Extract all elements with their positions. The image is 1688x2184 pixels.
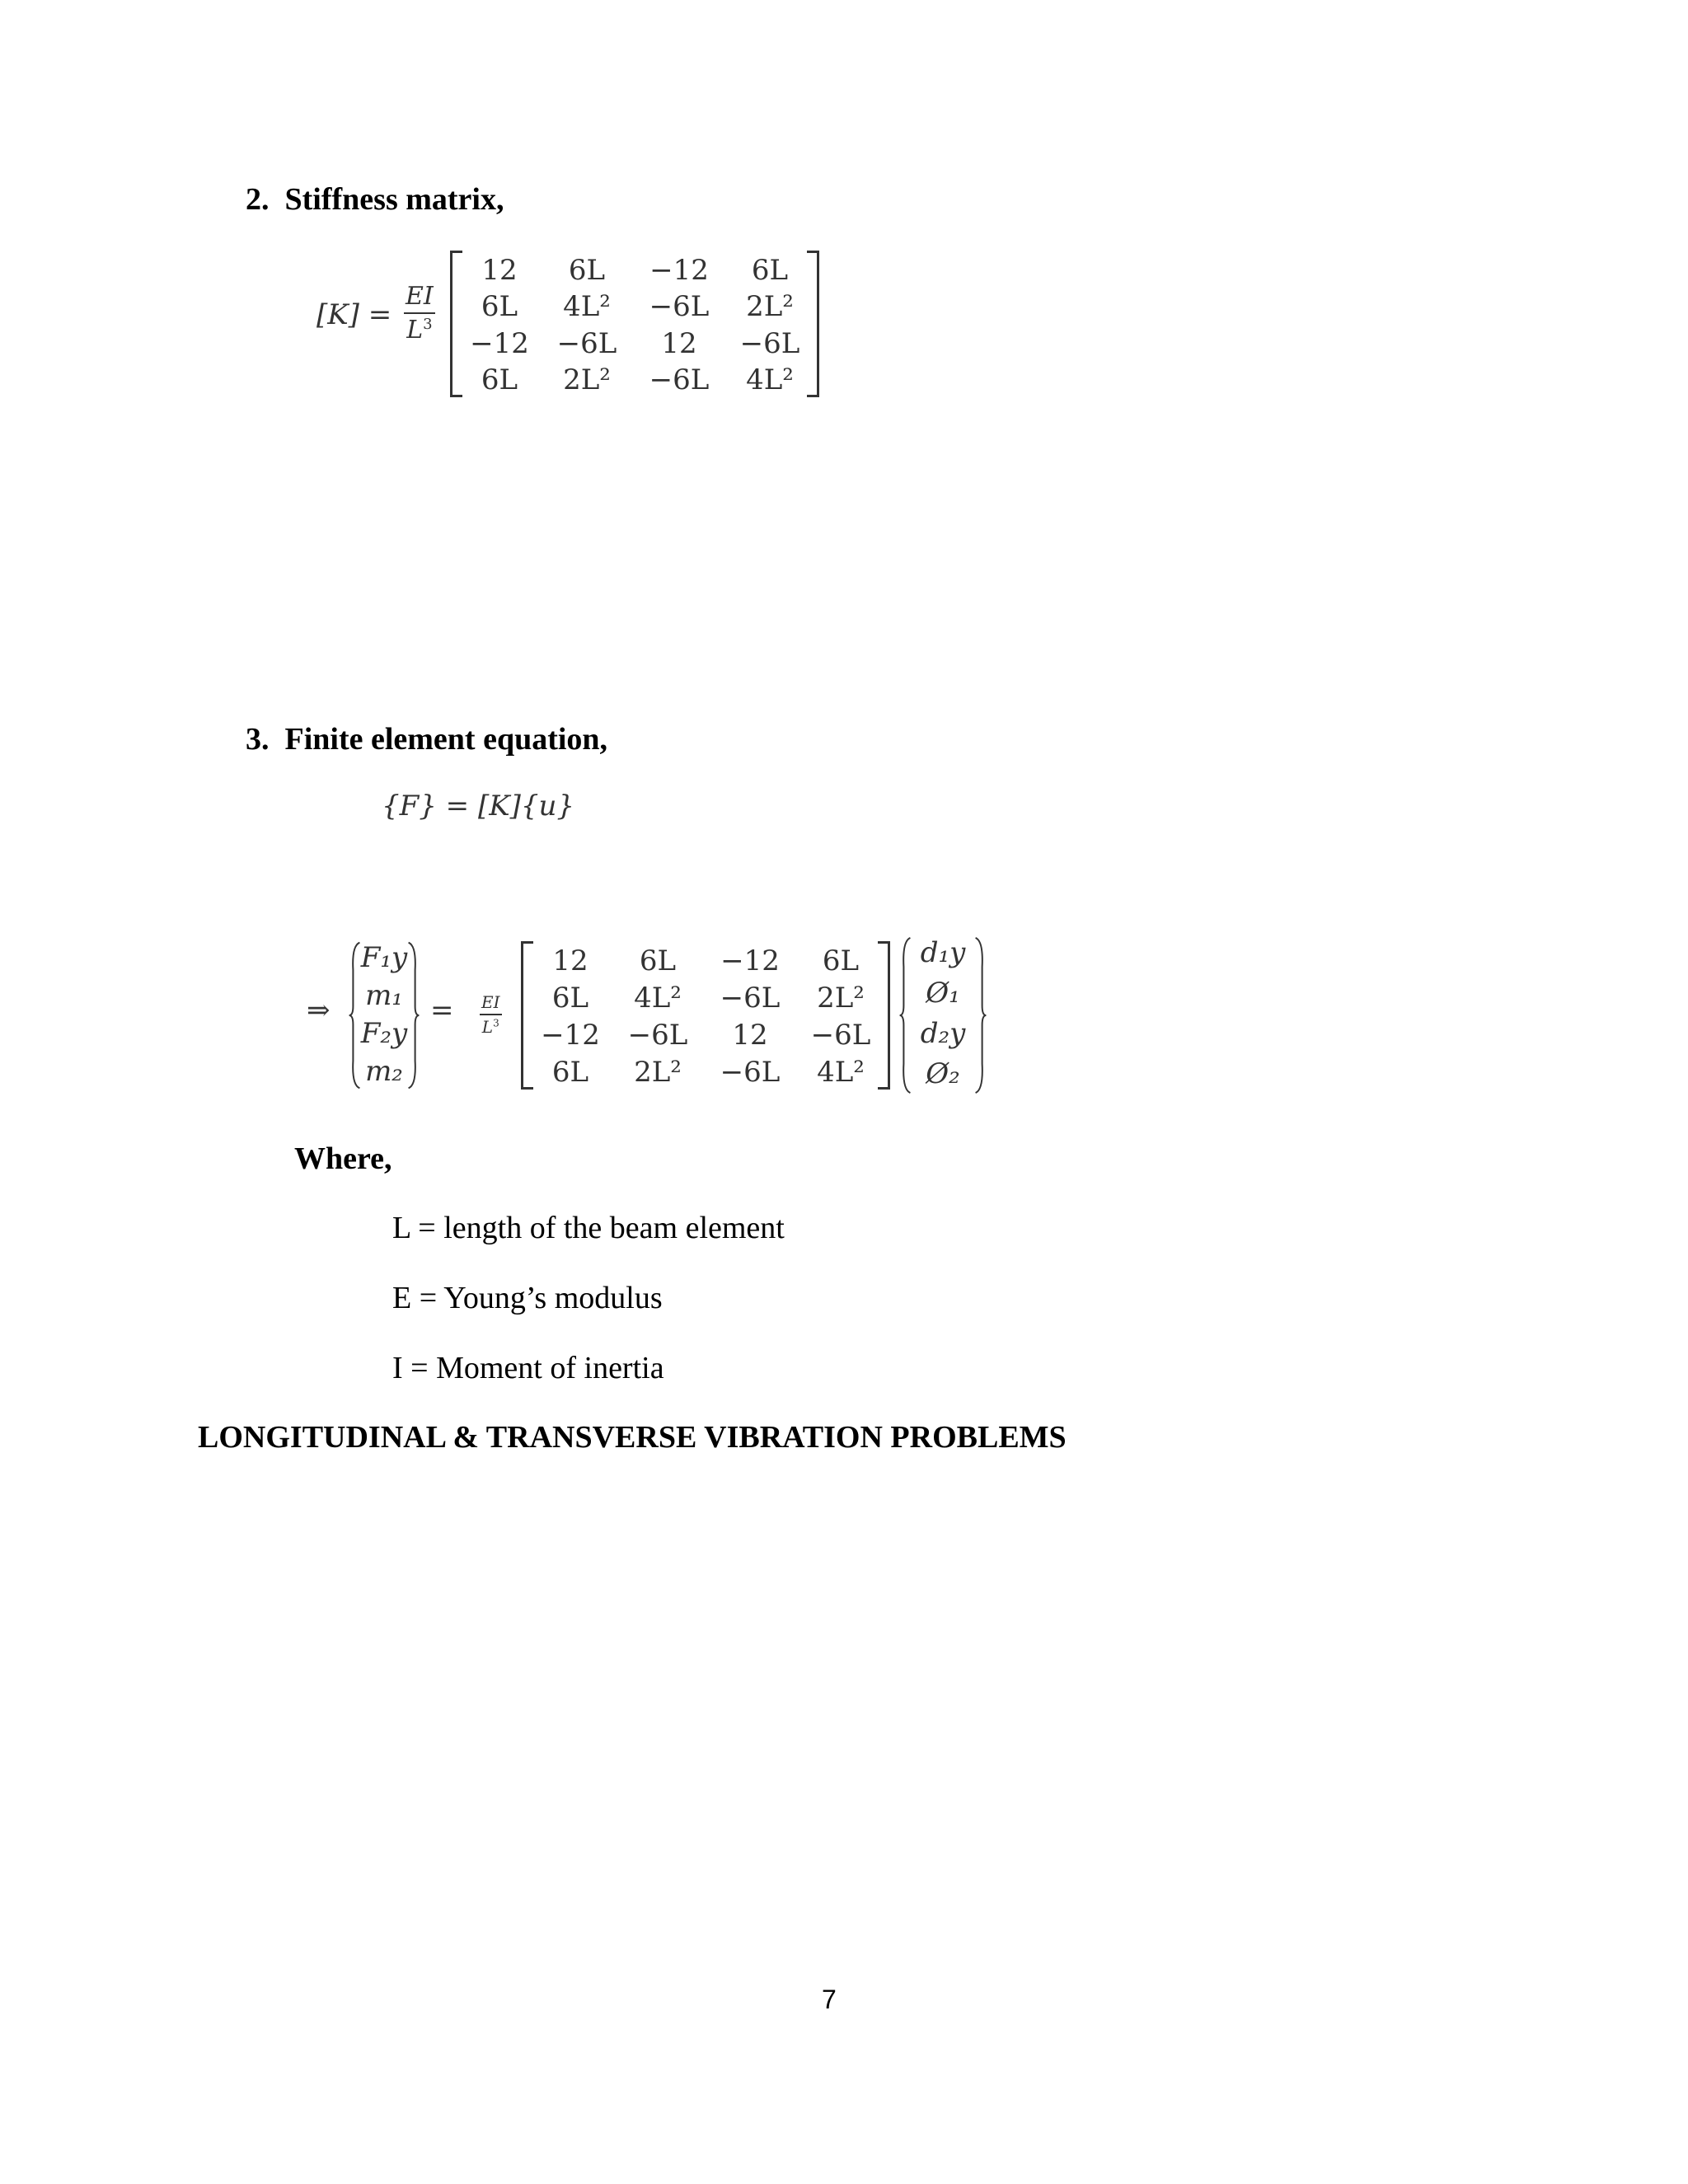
force-vector-entry-2: m₁ [365, 979, 403, 1013]
expanded-factor-den-exp: 3 [493, 1017, 499, 1029]
matrix-cell-r1-c4: 6L [751, 253, 789, 287]
stiffness-lhs [316, 298, 392, 331]
matrix-cell-r4-c3: −6L [720, 1055, 781, 1089]
definition-length: L = length of the beam element [392, 1211, 785, 1245]
matrix-cell-r2-c1: 6L [481, 290, 518, 324]
displacement-vector [898, 935, 987, 1096]
matrix-cell-r4-c4: 4L² [817, 1055, 865, 1089]
stiffness-factor-den-exp: 3 [423, 316, 433, 333]
section-3-number: 3. [246, 722, 270, 757]
stiffness-matrix [450, 251, 819, 397]
stiffness-factor-numerator: EI [404, 282, 435, 314]
expanded-equation [307, 931, 999, 1096]
expanded-factor-denominator [482, 1015, 499, 1037]
matrix-cell-r3-c1: −12 [470, 326, 529, 360]
matrix-cell-r1-c3: −12 [720, 944, 780, 977]
section-2-heading [246, 181, 504, 218]
where-label: Where, [294, 1141, 392, 1176]
displacement-vector-entry-3: d₂y [920, 1017, 966, 1051]
matrix-cell-r3-c3: 12 [661, 326, 697, 360]
stiffness-factor-den-base: L [406, 316, 424, 344]
implies-symbol: ⇒ [307, 994, 331, 1027]
finite-element-equation: {F} = [K]{u} [382, 790, 575, 823]
stiffness-lhs-symbol: [K] [316, 298, 359, 331]
displacement-vector-entry-1: d₁y [920, 936, 966, 970]
matrix-cell-r4-c3: −6L [649, 363, 710, 397]
matrix-cell-r1-c4: 6L [822, 944, 860, 977]
stiffness-equation [316, 247, 828, 400]
force-vector [348, 940, 420, 1091]
force-vector-entry-1: F₁y [360, 941, 408, 975]
page-number: 7 [822, 1985, 837, 2014]
stiffness-factor [404, 282, 435, 344]
matrix-cell-r2-c4: 2L² [746, 290, 794, 324]
matrix-cell-r4-c2: 2L² [563, 363, 611, 397]
section-3-heading [246, 721, 607, 757]
matrix-cell-r1-c3: −12 [649, 253, 709, 287]
section-2-number: 2. [246, 182, 270, 217]
matrix-cell-r1-c1: 12 [481, 253, 518, 287]
definition-moment-of-inertia: I = Moment of inertia [392, 1351, 664, 1385]
definition-youngs-modulus: E = Young’s modulus [392, 1281, 663, 1315]
section-2-title: Stiffness matrix, [284, 182, 504, 217]
matrix-cell-r2-c2: 4L² [634, 981, 682, 1015]
matrix-cell-r3-c4: −6L [810, 1018, 871, 1052]
vibration-problems-heading: LONGITUDINAL & TRANSVERSE VIBRATION PROBLEMS [198, 1420, 1067, 1455]
force-vector-entry-4: m₂ [365, 1055, 403, 1089]
expanded-factor-den-base: L [481, 1017, 494, 1037]
displacement-vector-entry-2: Ø₁ [926, 977, 960, 1010]
matrix-cell-r3-c2: −6L [627, 1018, 688, 1052]
matrix-cell-r4-c1: 6L [481, 363, 518, 397]
matrix-cell-r2-c4: 2L² [817, 981, 865, 1015]
stiffness-equals: = [368, 298, 392, 331]
matrix-cell-r1-c2: 6L [639, 944, 677, 977]
displacement-vector-entry-4: Ø₂ [926, 1057, 960, 1091]
matrix-cell-r3-c3: 12 [732, 1018, 768, 1052]
force-vector-entry-3: F₂y [360, 1017, 408, 1051]
matrix-cell-r4-c4: 4L² [746, 363, 794, 397]
matrix-cell-r4-c1: 6L [551, 1055, 589, 1089]
expanded-factor-numerator: EI [480, 992, 502, 1015]
matrix-cell-r2-c2: 4L² [563, 290, 611, 324]
section-3-title: Finite element equation, [284, 722, 608, 757]
expanded-factor [480, 992, 502, 1037]
matrix-cell-r2-c1: 6L [551, 981, 589, 1015]
matrix-cell-r3-c2: −6L [556, 326, 617, 360]
matrix-cell-r1-c2: 6L [568, 253, 606, 287]
matrix-cell-r3-c4: −6L [739, 326, 800, 360]
matrix-cell-r2-c3: −6L [649, 290, 710, 324]
matrix-cell-r4-c2: 2L² [634, 1055, 682, 1089]
matrix-cell-r3-c1: −12 [541, 1018, 600, 1052]
matrix-cell-r2-c3: −6L [720, 981, 781, 1015]
expanded-equals: = [430, 994, 454, 1027]
matrix-cell-r1-c1: 12 [552, 944, 588, 977]
expanded-stiffness-matrix [521, 941, 890, 1090]
stiffness-factor-denominator [406, 314, 432, 344]
